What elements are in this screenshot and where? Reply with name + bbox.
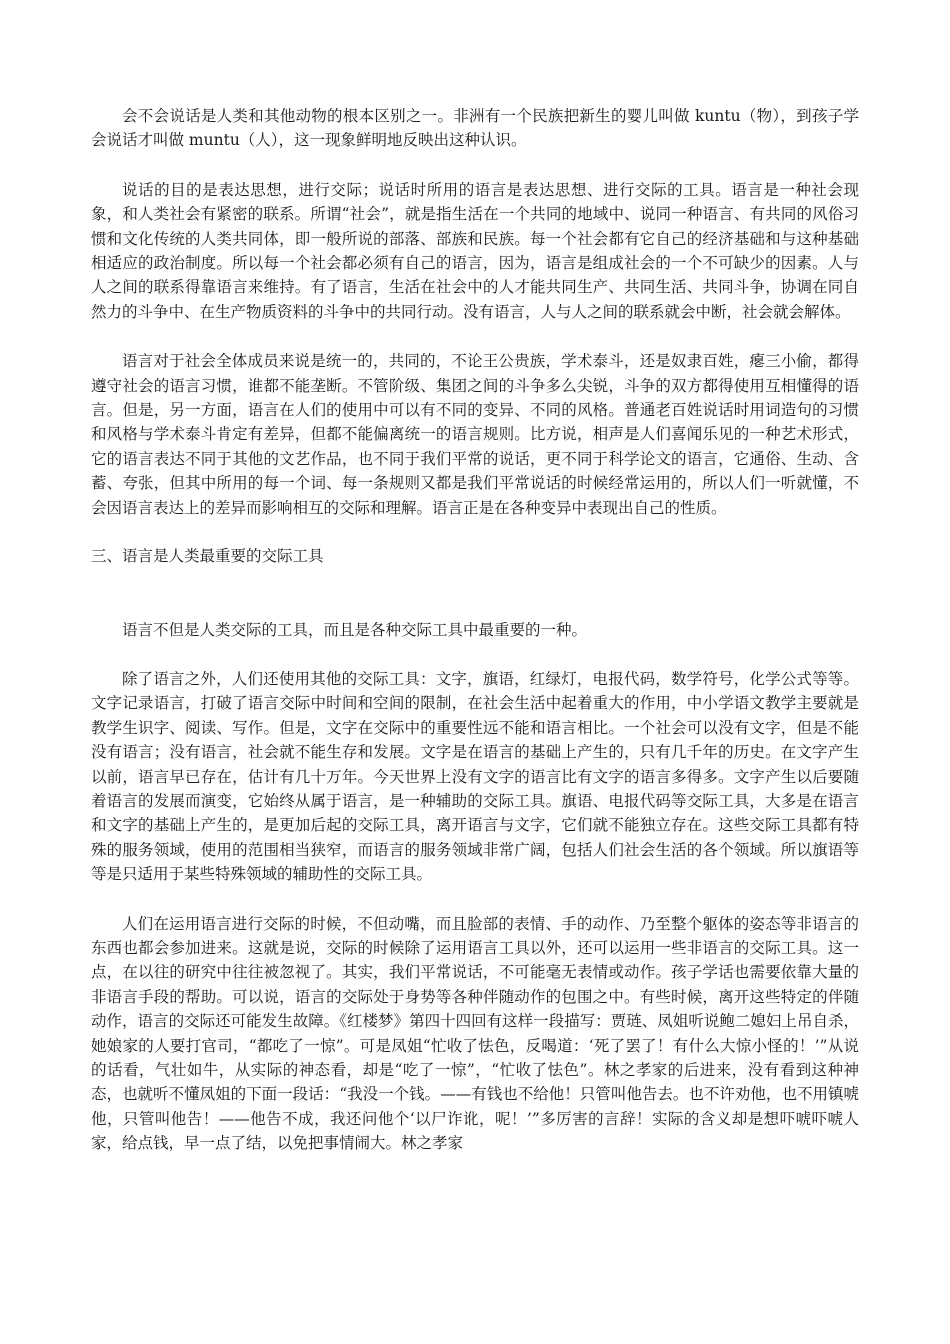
paragraph-kuntu-muntu: 会不会说话是人类和其他动物的根本区别之一。非洲有一个民族把新生的婴儿叫做 kuntu（物），到孩子学会说话才叫做 muntu（人），这一现象鲜明地反映出这种认识。 <box>91 107 859 150</box>
document-page <box>91 104 859 1156</box>
paragraph-speech-purpose: 说话的目的是表达思想，进行交际；说话时所用的语言是表达思想、进行交际的工具。语言是一种社会现象，和人类社会有紧密的联系。所谓“社会”，就是指生活在一个共同的地域中、说同一种语言、有共同的风俗习惯和文化传统的人类共同体，即一般所说的部落、部族和民族。每一个社会都有它自己的经济基础和与这种基础相适应的政治制度。所以每一个社会都必须有自己的语言，因为，语言是组成社会的一个不可缺少的因素。人与人之间的联系得靠语言来维持。有了语言，生活在社会中的人才能共同生产、共同生活、共同斗争，协调在同自然力的斗争中、在生产物质资料的斗争中的共同行动。没有语言，人与人之间的联系就会中断，社会就会解体。 <box>91 180 859 321</box>
paragraph-other-tools: 除了语言之外，人们还使用其他的交际工具：文字，旗语，红绿灯，电报代码，数学符号，化学公式等等。文字记录语言，打破了语言交际中时间和空间的限制，在社会生活中起着重大的作用，中小学语文教学主要就是教学生识字、阅读、写作。但是，文字在交际中的重要性远不能和语言相比。一个社会可以没有文字，但是不能没有语言；没有语言，社会就不能生存和发展。文字是在语言的基础上产生的，只有几千年的历史。在文字产生以前，语言早已存在，估计有几十万年。今天世界上没有文字的语言比有文字的语言多得多。文字产生以后要随着语言的发展而演变，它始终从属于语言，是一种辅助的交际工具。旗语、电报代码等交际工具，大多是在语言和文字的基础上产生的，是更加后起的交际工具，离开语言与文字，它们就不能独立存在。这些交际工具都有特殊的服务领域，使用的范围相当狭窄，而语言的服务领域非常广阔，包括人们社会生活的各个领域。所以旗语等等是只适用于某些特殊领域的辅助性的交际工具。 <box>91 669 859 884</box>
paragraph-most-important-tool: 语言不但是人类交际的工具，而且是各种交际工具中最重要的一种。 <box>122 620 588 639</box>
paragraph-language-unity: 语言对于社会全体成员来说是统一的，共同的，不论王公贵族，学术泰斗，还是奴隶百姓，瘪三小偷，都得遵守社会的语言习惯，谁都不能垄断。不管阶级、集团之间的斗争多么尖锐，斗争的双方都得使用互相懂得的语言。但是，另一方面，语言在人们的使用中可以有不同的变异、不同的风格。普通老百姓说话时用词造句的习惯和风格与学术泰斗肯定有差异，但都不能偏离统一的语言规则。比方说，相声是人们喜闻乐见的一种艺术形式，它的语言表达不同于其他的文艺作品，也不同于我们平常的说话，更不同于科学论文的语言，它通俗、生动、含蓄、夸张，但其中所用的每一个词、每一条规则又都是我们平常说话的时候经常运用的，所以人们一听就懂，不会因语言表达上的差异而影响相互的交际和理解。语言正是在各种变异中表现出自己的性质。 <box>91 352 859 517</box>
paragraph-nonverbal: 人们在运用语言进行交际的时候，不但动嘴，而且脸部的表情、手的动作、乃至整个躯体的姿态等非语言的东西也都会参加进来。这就是说，交际的时候除了运用语言工具以外，还可以运用一些非语言的交际工具。这一点，在以往的研究中往往被忽视了。其实，我们平常说话，不可能毫无表情或动作。孩子学话也需要依靠大量的非语言手段的帮助。可以说，语言的交际处于身势等各种伴随动作的包围之中。有些时候，离开这些特定的伴随动作，语言的交际还可能发生故障。《红楼梦》第四十四回有这样一段描写：贾琏、凤姐听说鲍二媳妇上吊自杀，她娘家的人要打官司，“都吃了一惊”。可是凤姐“忙收了怯色，反喝道：‘死了罢了！有什么大惊小怪的！’”从说的话看，气壮如牛，从实际的神态看，却是“吃了一惊”，“忙收了怯色”。林之孝家的后进来，没有看到这种神态，也就听不懂凤姐的下面一段话：“我没一个钱。——有钱也不给他！只管叫他告去。也不许劝他，也不用镇唬他，只管叫他告！——他告不成，我还问他个‘以尸诈讹，呢！’”多厉害的言辞！实际的含义却是想吓唬吓唬人家，给点钱，早一点了结，以免把事情闹大。林之孝家 <box>91 914 859 1153</box>
section-heading: 三、语言是人类最重要的交际工具 <box>91 547 324 566</box>
